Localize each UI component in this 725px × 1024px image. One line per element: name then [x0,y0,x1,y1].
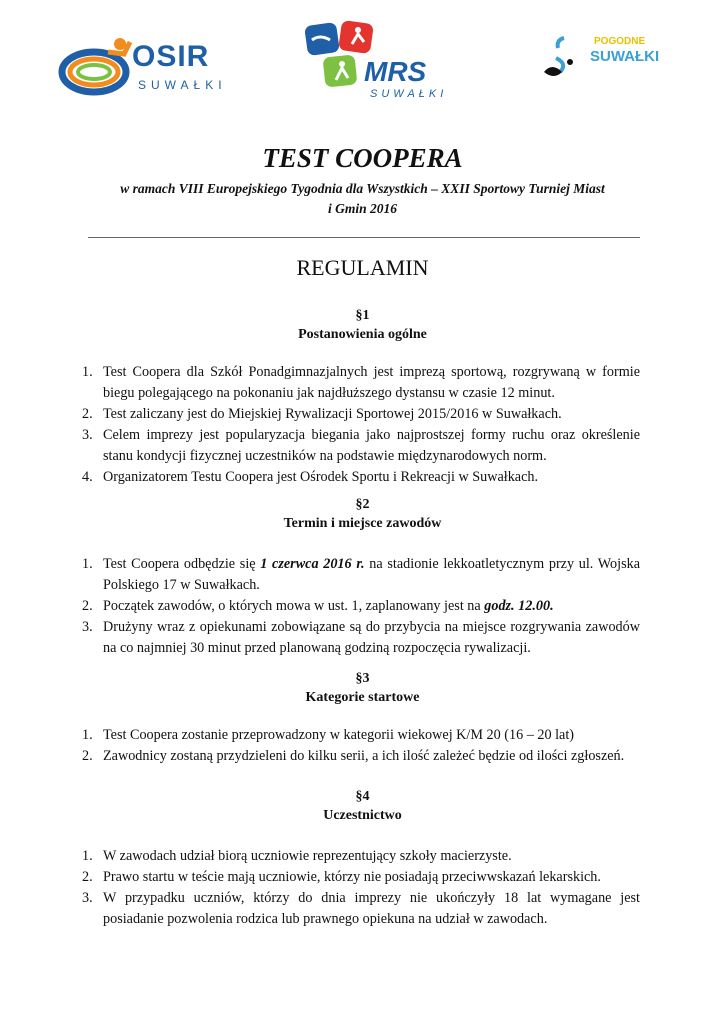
regulamin-heading: REGULAMIN [296,255,429,280]
header-divider [88,237,640,238]
document-title: TEST COOPERA [262,143,463,173]
section-4-number: §4 [355,789,370,804]
pogodne-logo-word: POGODNE [594,36,646,47]
list-item: 1. Test Coopera odbędzie się 1 czerwca 2016 r. na stadionie lekkoatletycznym przy ul. Wojska Polskiego 17 w Suwałkach. [82,556,640,593]
subtitle-line-1: w ramach VIII Europejskiego Tygodnia dla Wszystkich – XXII Sportowy Turniej Miast [120,181,605,196]
section-1-title: Postanowienia ogólne [298,327,427,342]
section-2-title: Termin i miejsce zawodów [283,516,442,531]
section-2-number: §2 [355,497,370,512]
section-3-list [82,725,640,767]
section-4-title: Uczestnictwo [323,808,402,823]
section-3-number: §3 [355,671,370,686]
list-item: 2. Test zaliczany jest do Miejskiej Rywalizacji Sportowej 2015/2016 w Suwałkach. [82,406,562,422]
list-item: 1. Test Coopera dla Szkół Ponadgimnazjalnych jest imprezą sportową, rozgrywaną w formie biegu polegającego na pokonaniu jak najdłuższego dystansu w czasie 12 minut. [82,364,640,401]
list-item: 2. Prawo startu w teście mają uczniowie, którzy nie posiadają przeciwwskazań lekarskich. [82,869,601,885]
pogodne-face-icon [530,28,590,98]
list-item: 2. Początek zawodów, o których mowa w ust. 1, zaplanowany jest na godz. 12.00. [82,598,554,614]
section-2-list [82,554,640,659]
list-item: 3. Celem imprezy jest popularyzacja biegania jako najprostszej formy ruchu oraz określenie stanu kondycji fizycznej uczestników na podstawie międzynarodowych norm. [82,427,640,464]
mrs-logo-word: MRS [364,56,427,87]
section-1-number: §1 [355,308,370,323]
list-item: 3. W przypadku uczniów, którzy do dnia imprezy nie ukończyły 18 lat wymagane jest posiadanie pozwolenia rodzica lub prawnego opiekuna na udział w zawodach. [82,890,640,927]
list-item: 4. Organizatorem Testu Coopera jest Ośrodek Sportu i Rekreacji w Suwałkach. [82,469,539,485]
pogodne-logo [530,28,660,98]
mrs-logo [300,16,448,106]
list-item: 3. Drużyny wraz z opiekunami zobowiązane są do przybycia na miejsce rozgrywania zawodów na co najmniej 30 minut przed planowaną godziną rozpoczęcia rywalizacji. [82,619,640,656]
subtitle-line-2: i Gmin 2016 [327,201,397,216]
osir-logo-word: OSIR [132,40,210,73]
section-4-list [82,846,640,930]
pogodne-logo-sub: SUWAŁKI [590,48,660,65]
section-1-list [82,362,640,488]
list-item: 1. Test Coopera zostanie przeprowadzony w kategorii wiekowej K/M 20 (16 – 20 lat) [82,727,574,743]
section-3-title: Kategorie startowe [305,690,420,705]
osir-logo [58,30,228,100]
osir-swoosh-icon [58,30,138,100]
mrs-logo-sub: SUWAŁKI [370,88,448,100]
osir-logo-sub: SUWAŁKI [138,78,227,92]
logo-bar [0,0,725,120]
document-subtitle [80,179,645,219]
list-item: 1. W zawodach udział biorą uczniowie reprezentujący szkoły macierzyste. [82,848,512,864]
list-item: 2. Zawodnicy zostaną przydzieleni do kilku serii, a ich ilość zależeć będzie od ilości zgłoszeń. [82,748,625,764]
